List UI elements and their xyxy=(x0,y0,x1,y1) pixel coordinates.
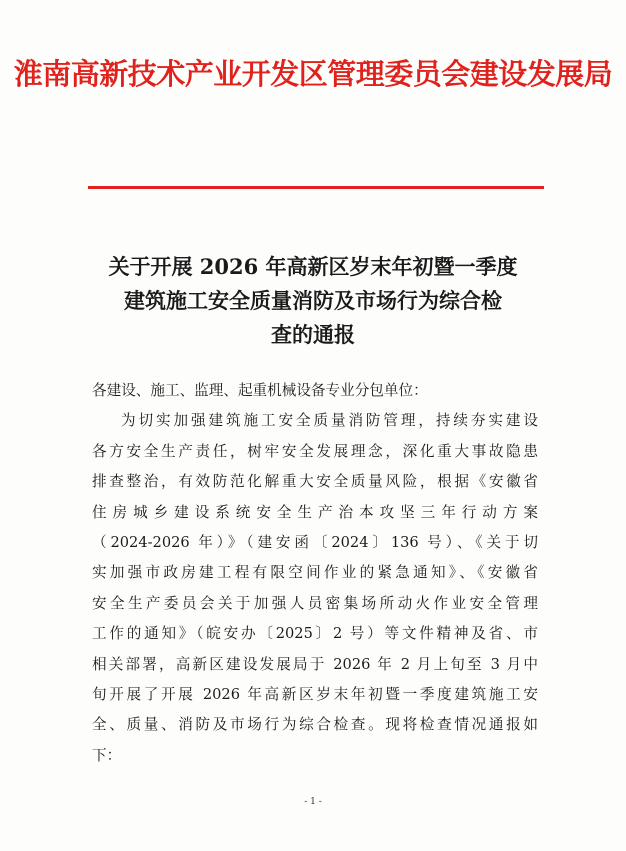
body-line: 各方安全生产责任，树牢安全发展理念，深化重大事故隐患 xyxy=(92,442,538,460)
page-number: - 1 - xyxy=(304,797,322,807)
document-title xyxy=(60,250,566,352)
body-line: 为切实加强建筑施工安全质量消防管理，持续夯实建设 xyxy=(121,412,538,430)
document-title-line: 关于开展 2026 年高新区岁末年初暨一季度 xyxy=(108,254,518,279)
body-line: 排查整治，有效防范化解重大安全质量风险，根据《安徽省 xyxy=(92,473,538,491)
salutation: 各建设、施工、监理、起重机械设备专业分包单位： xyxy=(92,382,428,399)
body-line: 住房城乡建设系统安全生产治本攻坚三年行动方案 xyxy=(92,503,538,521)
body-line: 旬开展了开展 2026 年高新区岁末年初暨一季度建筑施工安 xyxy=(92,686,538,704)
body-line: 下： xyxy=(92,746,122,764)
document-title-line: 查的通报 xyxy=(271,322,355,347)
body-line: 实加强市政房建工程有限空间作业的紧急通知》、《安徽省 xyxy=(92,564,538,582)
body-line: 相关部署，高新区建设发展局于 2026 年 2 月上旬至 3 月中 xyxy=(92,655,538,673)
body-line: 全、质量、消防及市场行为综合检查。现将检查情况通报如 xyxy=(92,716,538,734)
body-line: 安全生产委员会关于加强人员密集场所动火作业安全管理 xyxy=(92,594,538,612)
letterhead-title: 淮南高新技术产业开发区管理委员会建设发展局 xyxy=(13,57,613,91)
body-line: 工作的通知》（皖安办〔2025〕2 号）等文件精神及省、市 xyxy=(92,625,538,643)
document-body xyxy=(92,376,538,771)
letterhead-red-rule xyxy=(88,186,544,189)
document-title-line: 建筑施工安全质量消防及市场行为综合检 xyxy=(124,288,502,313)
body-line: （2024-2026 年）》（建安函〔2024〕136 号）、《关于切 xyxy=(92,534,538,552)
